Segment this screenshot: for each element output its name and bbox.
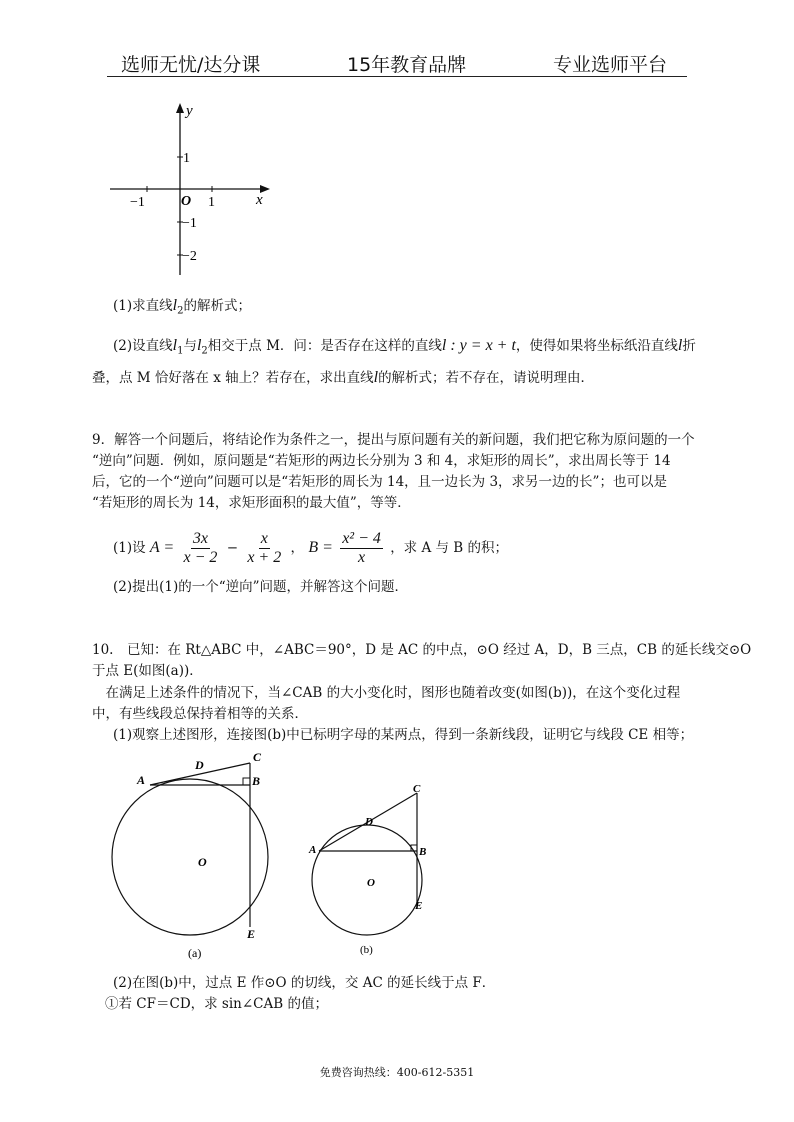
header-right: 专业选师平台 [553,54,668,76]
label-a: A [137,773,146,787]
label-c: C [253,750,262,764]
q10-line1: 10. 已知：在 Rt△ABC 中，∠ABC＝90°，D 是 AC 的中点，⊙O 经过 A，D，B 三点，CB 的延长线交⊙O [92,642,752,658]
label-e: E [247,927,256,941]
figure-a [100,745,280,965]
tick-label-y-neg2: −2 [182,249,197,264]
fraction-b: $\frac{\text{x² − 4}}{x}$ [342,530,381,566]
label-c: C [413,783,421,795]
q9-line2: “逆向”问题．例如，原问题是“若矩形的两边长分别为 3 和 4，求矩形的周长”，求出周长等于 14 [92,453,671,469]
q10-line3: 在满足上述条件的情况下，当∠CAB 的大小变化时，图形也随着改变(如图(b))，在这个变化过程 [92,685,681,701]
q8-part1: (1)求直线$l_2$的解析式； [113,297,251,317]
origin-label: O [181,194,192,209]
header-left: 选师无忧/达分课 [121,54,261,76]
q8-part2-line2: 叠，点 M 恰好落在 x 轴上？若存在，求出直线l的解析式；若不存在，请说明理由． [92,369,595,386]
q9-part2: (2)提出(1)的一个“逆向”问题，并解答这个问题． [113,579,409,595]
q10-part2: (2)在图(b)中，过点 E 作⊙O 的切线，交 AC 的延长线于点 F． [113,975,496,991]
caption-a: (a) [188,946,202,960]
tick-label-x-1: 1 [208,195,215,210]
label-d: D [365,816,373,828]
q9-part1: (1)设 A = $\frac{3x}{x - 2}$ − $\frac{x}{x + 2}$ ， B = $\frac{\text{x² − 4}}{x}$ ，求 A 与 B 的积； [113,530,509,566]
label-d: D [195,758,204,772]
q9-line3: 后，它的一个“逆向”问题可以是“若矩形的周长为 14，且一边长为 3，求另一边的长”；也可以是 [92,474,667,490]
q10-line4: 中，有些线段总保持着相等的关系． [92,706,308,722]
page-header [107,48,687,77]
q10-line2: 于点 E(如图(a))． [92,663,203,679]
y-axis-arrow [176,103,184,113]
coordinate-axes-figure [100,95,280,280]
fraction-x: $\frac{x}{x + 2}$ [247,530,282,566]
fraction-3x: $\frac{3x}{x - 2}$ [183,530,218,566]
q9-line1: 9．解答一个问题后，将结论作为条件之一，提出与原问题有关的新问题，我们把它称为原问题的一个 [92,432,695,448]
figure-b [305,775,445,965]
caption-b: (b) [360,944,373,956]
label-o: O [367,877,375,889]
circle-a [112,779,268,935]
label-e: E [415,900,423,912]
label-o: O [198,855,207,869]
tick-label-x-neg1: −1 [130,195,145,210]
q10-part1: (1)观察上述图形，连接图(b)中已标明字母的某两点，得到一条新线段，证明它与线段 CE 相等； [113,727,694,743]
label-b: B [252,774,261,788]
header-center: 15年教育品牌 [347,54,467,76]
right-angle-mark [243,778,250,785]
label-a: A [309,844,317,856]
tick-label-y-1: 1 [183,151,190,166]
x-axis-label: x [256,192,263,208]
q10-part2-sub1: ①若 CF＝CD，求 sin∠CAB 的值； [105,996,328,1012]
y-axis-label: y [186,103,193,119]
footer-hotline: 免费咨询热线：400-612-5351 [319,1066,475,1079]
tick-label-y-neg1: −1 [182,216,197,231]
label-b: B [419,846,427,858]
q8-part2-line1: (2)设直线$l_1$与$l_2$相交于点 M．问：是否存在这样的直线l : y = x + t，使得如果将坐标纸沿直线l折 [113,337,696,357]
q9-line4: “若矩形的周长为 14，求矩形面积的最大值”，等等． [92,495,411,511]
